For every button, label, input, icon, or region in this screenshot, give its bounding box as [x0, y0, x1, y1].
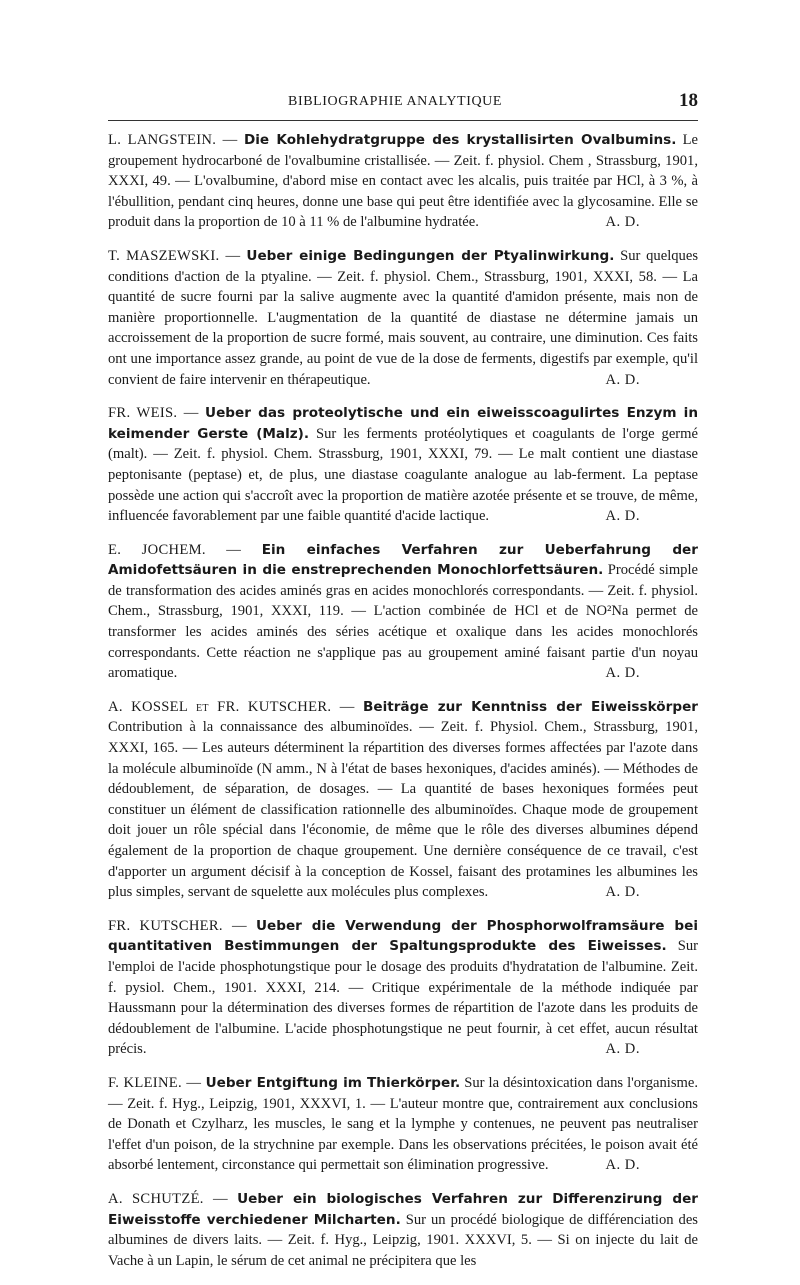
entry-signature: A. D.: [605, 214, 640, 231]
entry-title: Ueber Entgiftung im Thierkörper.: [205, 1074, 461, 1091]
entry-author: A. SCHUTZÉ. —: [108, 1190, 238, 1207]
bibliography-entry: [108, 916, 698, 1060]
entry-title: Die Kohlehydratgruppe des krystallisirten Ovalbumins.: [243, 132, 677, 148]
entry-author: A. KOSSEL et FR. KUTSCHER. —: [108, 698, 363, 715]
entry-title: Ueber das proteolytische und ein eiweisscoagulirtes Enzym in keimender Gerste (Malz).: [108, 405, 698, 442]
entry-signature: A. D.: [605, 508, 640, 525]
entry-text: Sur la désintoxication dans l'organisme. — Zeit. f. Hyg., Leipzig, 1901, XXXVI, 1. — L'auteur montre que, contrairement aux conclusions de Donath et Czylharz, les muscles, le sang et la lymphe y contenues, ne peuvent pas neutraliser l'effet d'un poison, de la strychnine par exemple. Dans les observations précitées, le poison avait été absorbé lentement, circonstance qui permettait son élimination progressive.: [108, 1074, 698, 1174]
page-number: 18: [679, 90, 698, 111]
entry-text: Sur quelques conditions d'action de la ptyaline. — Zeit. f. physiol. Chem., Strassburg, 1901, XXXI, 58. — La quantité de sucre fourni par la salive augmente avec la quantité d'amidon présente, mais non de manière proportionnelle. L'augmentation de la quantité de diastase ne détermine jamais un accroissement de la proportion de sucre formé, mais souvent, au contraire, une diminution. Ces faits ont une importance assez grande, au point de vue de la dose de ferments, digestifs par exemple, qu'il convient de faire intervenir en thérapeutique.: [108, 247, 699, 388]
entry-author: FR. WEIS. —: [108, 405, 206, 422]
entry-signature: A. D.: [605, 1041, 640, 1058]
entry-text: Sur les ferments protéolytiques et coagulants de l'orge germé (malt). — Zeit. f. physiol. Chem. Strassburg, 1901, XXXI, 79. — Le malt contient une diastase peptonisante (peptase) et, de plus, une diastase coagulante analogue au lab-ferment. La peptase possède une action qui s'accroît avec la proportion de matière azotée présente et se trouve, de même, influencée favorablement par une faible quantité d'acide lactique.: [108, 425, 698, 525]
header-rule: [108, 120, 698, 121]
bibliography-entry: [108, 403, 698, 527]
bibliography-entry: [108, 697, 698, 903]
entry-author: E. JOCHEM. —: [108, 541, 262, 558]
entry-text: Procédé simple de transformation des acides aminés gras en acides monochlorés correspondants. — Zeit. f. physiol. Chem., Strassburg, 1901, XXXI, 119. — L'action combinée de HCl et de NO²Na permet de transformer les acides aminés des séries acétique et oxalique dans les acides monochlorés correspondants. Cette réaction ne s'applique pas au groupement aminé faisant partie d'un noyau aromatique.: [108, 562, 698, 682]
bibliography-entry: [108, 130, 698, 233]
entry-title: Ueber ein biologisches Verfahren zur Differenzirung der Eiweisstoffe verchiedener Milcharten.: [108, 1190, 698, 1228]
entry-title: Ueber die Verwendung der Phosphorwolframsäure bei quantitativen Bestimmungen der Spaltungsprodukte des Eiweisses.: [108, 917, 698, 955]
entry-text: Sur un procédé biologique de différenciation des albumines de divers laits. — Zeit. f. Hyg., Leipzig, 1901. XXXVI, 5. — Si on injecte du lait de Vache à un Lapin, le sérum de cet animal ne précipitera que les: [108, 1211, 698, 1269]
bibliography-entry: [108, 1073, 698, 1176]
bibliography-entry: [108, 540, 698, 684]
entry-author: FR. KUTSCHER. —: [108, 917, 256, 934]
entry-signature: A. D.: [605, 665, 640, 682]
bibliography-entry: [108, 1189, 698, 1271]
bibliography-entries: [108, 130, 698, 1284]
entry-signature: A. D.: [605, 1157, 640, 1174]
entry-author: L. LANGSTEIN. —: [108, 132, 244, 148]
entry-title: Ein einfaches Verfahren zur Ueberfahrung der Amidofettsäuren in die enstreprechenden Monochlorfettsäuren.: [108, 541, 698, 579]
entry-title: Ueber einige Bedingungen der Ptyalinwirkung.: [246, 247, 615, 264]
entry-author: T. MASZEWSKI. —: [108, 247, 247, 264]
entry-signature: A. D.: [605, 371, 640, 388]
entry-signature: A. D.: [605, 884, 640, 901]
entry-text: Contribution à la connaissance des albuminoïdes. — Zeit. f. Physiol. Chem., Strassburg, 1901, XXXI, 165. — Les auteurs déterminent la répartition des diverses formes affectées par l'azote dans la molécule albuminoïde (N amm., N à l'état de bases hexoniques, d'acides aminés). — Méthodes de dédoublement, de séparation, de dosages. — La quantité de bases hexoniques formées peut constituer un élément de classification rationnelle des albuminoïdes. Chaque mode de groupement doit jouer un rôle spécial dans l'économie, de même que le rôle des diverses albumines dépend également de la proportion de chaque groupement. Une dernière conséquence de ce travail, c'est d'apporter un argument décisif à la conception de Kossel, faisant des protamines les albumines les plus simples, servant de squelette aux molécules plus complexes.: [108, 719, 698, 901]
document-page: [108, 0, 698, 1285]
running-head: [108, 92, 698, 114]
entry-author: F. KLEINE. —: [108, 1074, 206, 1091]
bibliography-entry: [108, 246, 698, 390]
entry-text: Sur l'emploi de l'acide phosphotungstique pour le dosage des produits d'hydratation de l'albumine. Zeit. f. pysiol. Chem., 1901. XXXI, 214. — Critique expérimentale de la méthode indiquée par Haussmann pour la détermination des diverses formes de répartition de l'azote dans les produits de dédoublement de l'albumine. L'acide phosphotungstique ne peut fournir, à cet effet, aucun résultat précis.: [108, 938, 699, 1058]
running-title: BIBLIOGRAPHIE ANALYTIQUE: [288, 94, 503, 109]
entry-text: Le groupement hydrocarboné de l'ovalbumine cristallisée. — Zeit. f. physiol. Chem , Strassburg, 1901, XXXI, 49. — L'ovalbumine, d'abord mise en contact avec les alcalis, puis traitée par HCl, à 3 %, à l'ébullition, pendant cinq heures, donne une base qui peut être identifiée avec la glycosamine. Elle se produit dans la proportion de 10 à 11 % de l'albumine hydratée.: [108, 132, 698, 231]
entry-title: Beiträge zur Kenntniss der Eiweisskörper: [362, 698, 698, 715]
